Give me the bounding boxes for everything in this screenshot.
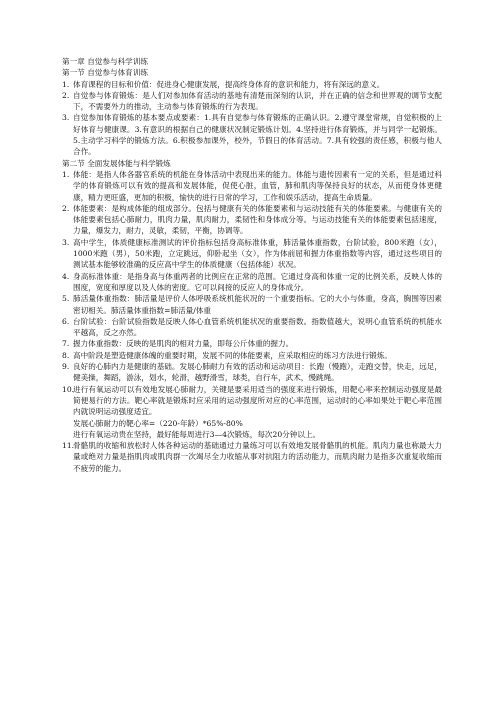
list-item <box>62 293 442 316</box>
list-item <box>62 440 442 474</box>
list-item <box>62 169 442 203</box>
item-number: 10. <box>62 384 75 394</box>
list-item <box>62 316 442 339</box>
item-text: 体育课程的目标和价值：促进身心健康发展，提高终身体育的意识和能力，将有深远的意义。 <box>73 79 385 89</box>
item-text: 台阶试验：台阶试验指数是反映人体心血管系统机能状况的重要指数。指数值越大，说明心血管系统的机能水平越高，反之亦然。 <box>73 316 442 338</box>
item-text: 骨骼肌的收缩和放松时人体各种运动的基础通过力量练习可以有效地发展骨骼肌的机能。肌肉力量也称最大力量或绝对力量是指肌肉或肌肉群一次竭尽全力收缩从事对抗阻力的活动能力，而肌肉耐力是指多次重复收缩而不疲劳的能力。 <box>73 441 442 473</box>
item-number: 8. <box>62 350 70 360</box>
item-text: 体能：是指人体各器官系统的机能在身体活动中表现出来的能力。体能与遗传因素有一定的关系，但是通过科学的体育锻炼可以有效的提高和发展体能，促使心脏，血管，肺和肌肉等保持良好的状态，从而使身体更健康，精力更旺盛，更加的积极，愉快的进行日常的学习，工作和娱乐活动，提高生命质量。 <box>73 169 442 202</box>
chapter-title: 第一章 自觉参与科学训练 <box>62 57 148 66</box>
item-number: 1. <box>62 79 70 89</box>
item-number: 3. <box>62 113 70 123</box>
list-item <box>62 361 442 384</box>
document-page <box>62 56 442 474</box>
item-text: 体能要素：是构成体能的组成部分。包括与健康有关的体能要素和与运动技能有关的体能要素。与健康有关的体能要素包括心肺耐力，肌肉力量，肌肉耐力，柔韧性和身体成分等。与运动技能有关的体能要素包括速度，力量，爆发力，耐力，灵敏，柔韧，平衡，协调等。 <box>73 203 442 236</box>
item-number: 6. <box>62 316 70 326</box>
item-text: 进行有氧运动可以有效地发展心肺耐力，关键是要采用适当的强度来进行锻炼，用靶心率来控制运动强度是最简便易行的方法。靶心率就是锻炼时应采用的运动强度所对应的心率范围，运动时的心率如果处于靶心率范围内就说明运动强度适宜。 <box>73 384 442 417</box>
list-item <box>62 384 442 440</box>
section-title: 第二节 全面发展体能与科学锻炼 <box>62 158 171 168</box>
item-number: 2. <box>62 203 70 213</box>
item-text: 发展心肺耐力的靶心率=（220-年龄）*65%-80% <box>73 418 243 428</box>
item-number: 1. <box>62 169 70 179</box>
list-item <box>62 338 442 349</box>
item-text: 自觉参加体育锻炼的基本要点或要素：1.具有自觉参与体育锻炼的正确认识。2.遵守课堂常规，自觉积极的上好体育与健康课。3.有意识的根据自己的健康状况制定锻炼计划。4.坚持进行体育锻炼，并与同学一起锻炼。5.主动学习科学的锻炼方法。6.积极参加课外，校外，节假日的体育活动。7.具有较强的责任感，积极与他人合作。 <box>73 113 442 157</box>
item-number: 4. <box>62 271 70 281</box>
section-title: 第一节 自觉参与体育训练 <box>62 68 148 78</box>
item-text: 高中学生，体质健康标准测试的评价指标包括身高标准体重，肺活量体重指数，台阶试验，800米跑（女），1000米跑（男），50米跑，立定跳远，仰卧起坐（女），作为体前屈和握力体重指数等内容，通过这些项目的测试基本能够较准确的反应高中学生的体质健康（包括体能）状况。 <box>73 237 442 270</box>
item-number: 3. <box>62 237 70 247</box>
item-number: 7. <box>62 339 70 349</box>
item-number: 9. <box>62 362 70 372</box>
item-text: 自觉参与体育锻炼：是人们对参加体育活动的基地有清楚而深刻的认识，并在正确的信念和世界观的调节支配下，不需要外力的推动，主动参与体育锻炼的行为表现。 <box>73 90 442 112</box>
section-1-list <box>62 79 442 158</box>
item-text: 良好的心肺内力是健康的基础。发展心肺耐力有效的活动和运动项目：长跑（慢跑），走跑交替，快走，远足，健美操，舞蹈，游泳，划水，轮滑，越野滑雪，球类，自行车，武术，慢跳绳。 <box>73 362 442 383</box>
list-item <box>62 203 442 237</box>
list-item <box>62 237 442 271</box>
item-text: 肺活量体重指数：肺活量是评价人体呼吸系统机能状况的一个重要指标。它的大小与体重，身高，胸围等因素密切相关。肺活量体重指数=肺活量/体重 <box>73 294 442 315</box>
item-text: 进行有氧运动贵在坚持，最好能每周进行3—4次锻炼，每次20分钟以上。 <box>73 429 321 439</box>
item-number: 2. <box>62 90 70 100</box>
item-text: 高中阶段是塑造健康体魄的重要时期，发展不同的体能要素，应采取相应的练习方法进行锻炼。 <box>73 350 392 360</box>
item-text: 身高标准体重：是指身高与体重两者的比例应在正常的范围。它通过身高和体重一定的比例关系，反映人体的围度，宽度和厚度以及人体的密度。它可以间接的反应人的身体成分。 <box>73 271 442 292</box>
list-item <box>62 90 442 113</box>
item-number: 5. <box>62 294 70 304</box>
item-number: 11. <box>62 441 75 451</box>
list-item <box>62 271 442 294</box>
list-item <box>62 112 442 157</box>
section-2-list <box>62 169 442 474</box>
list-item <box>62 79 442 90</box>
item-text: 握力体重指数：反映的是肌肉的相对力量，即每公斤体重的握力。 <box>73 339 294 349</box>
list-item <box>62 350 442 361</box>
